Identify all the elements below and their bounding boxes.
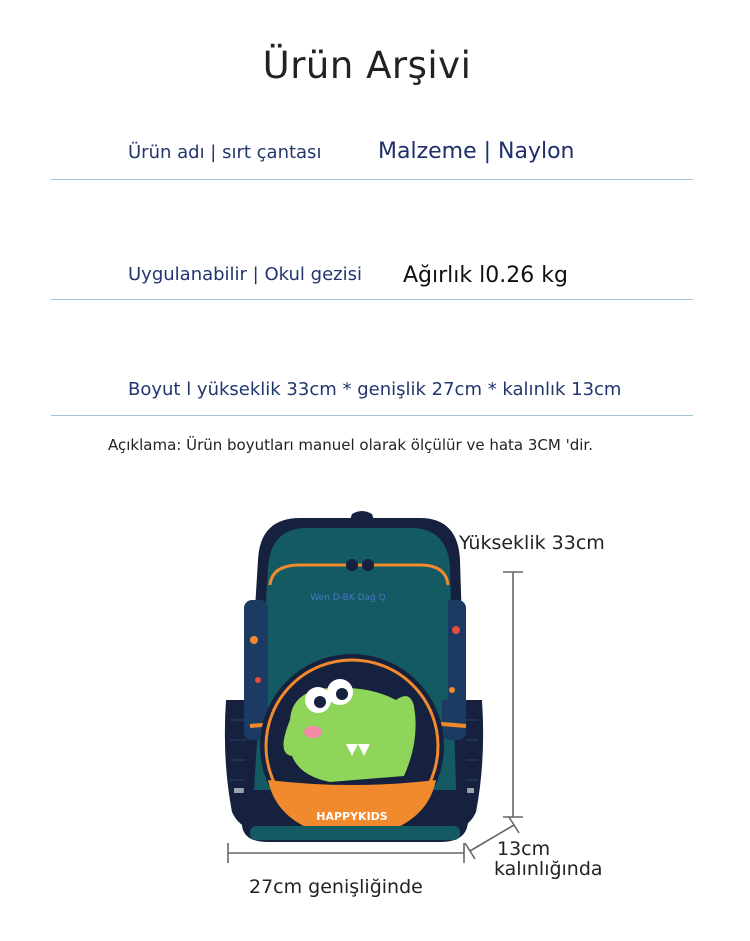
weight-label: Ağırlık l0.26 kg (403, 263, 568, 288)
applicable-label: Uygulanabilir | Okul gezisi (128, 264, 362, 285)
material-label: Malzeme | Naylon (378, 139, 575, 164)
depth-text-label: kalınlığında (494, 858, 603, 880)
height-dimension-line (503, 572, 523, 817)
page-title: Ürün Arşivi (262, 44, 472, 87)
depth-value-label: 13cm (497, 838, 551, 860)
height-label: Yükseklik 33cm (459, 532, 605, 554)
size-label: Boyut l yükseklik 33cm * genişlik 27cm * kalınlık 13cm (128, 379, 622, 400)
bag-brand-text: Wen D-BK Dağ Q (310, 593, 386, 603)
measurement-note: Açıklama: Ürün boyutları manuel olarak ölçülür ve hata 3CM 'dir. (108, 436, 593, 454)
width-label: 27cm genişliğinde (249, 876, 423, 898)
width-dimension-line (228, 843, 464, 863)
bag-patch-text: HAPPYKIDS (316, 810, 388, 823)
product-name-label: Ürün adı | sırt çantası (128, 142, 322, 163)
